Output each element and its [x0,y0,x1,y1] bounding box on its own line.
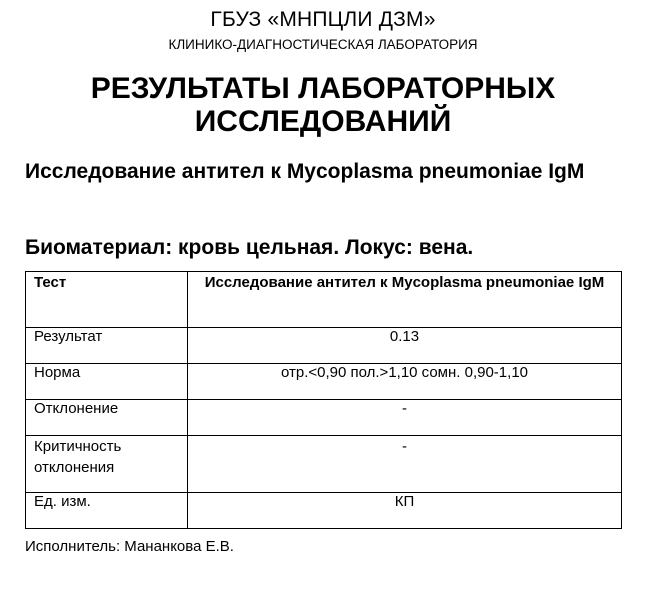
table-row [26,328,622,364]
biomaterial-info: Биоматериал: кровь цельная. Локус: вена. [25,236,474,259]
document-title-line-2: ИССЛЕДОВАНИЙ [194,105,452,138]
row-label-units: Ед. изм. [26,493,188,529]
table-row [26,436,622,493]
executor-info: Исполнитель: Мананкова Е.В. [25,538,234,555]
table-row [26,400,622,436]
row-label-criticality: Критичность отклонения [26,436,188,493]
table-header-row [26,272,622,328]
row-label-deviation: Отклонение [26,400,188,436]
row-label-norm: Норма [26,364,188,400]
study-name: Исследование антител к Mycoplasma pneumoniae IgM [25,160,585,183]
table-row [26,364,622,400]
row-value-units: КП [188,493,622,529]
document-title-line-1: РЕЗУЛЬТАТЫ ЛАБОРАТОРНЫХ [90,72,556,105]
row-value-deviation: - [188,400,622,436]
organization-name: ГБУЗ «МНПЦЛИ ДЗМ» [210,8,436,31]
department-name: КЛИНИКО-ДИАГНОСТИЧЕСКАЯ ЛАБОРАТОРИЯ [168,37,478,52]
document-title [0,72,646,138]
row-label-result: Результат [26,328,188,364]
header-label-cell: Тест [26,272,188,328]
table-row [26,493,622,529]
results-table [25,271,622,529]
row-value-result: 0.13 [188,328,622,364]
row-value-norm: отр.<0,90 пол.>1,10 сомн. 0,90-1,10 [188,364,622,400]
header-value-cell: Исследование антител к Mycoplasma pneumoniae IgM [188,272,622,328]
row-value-criticality: - [188,436,622,493]
